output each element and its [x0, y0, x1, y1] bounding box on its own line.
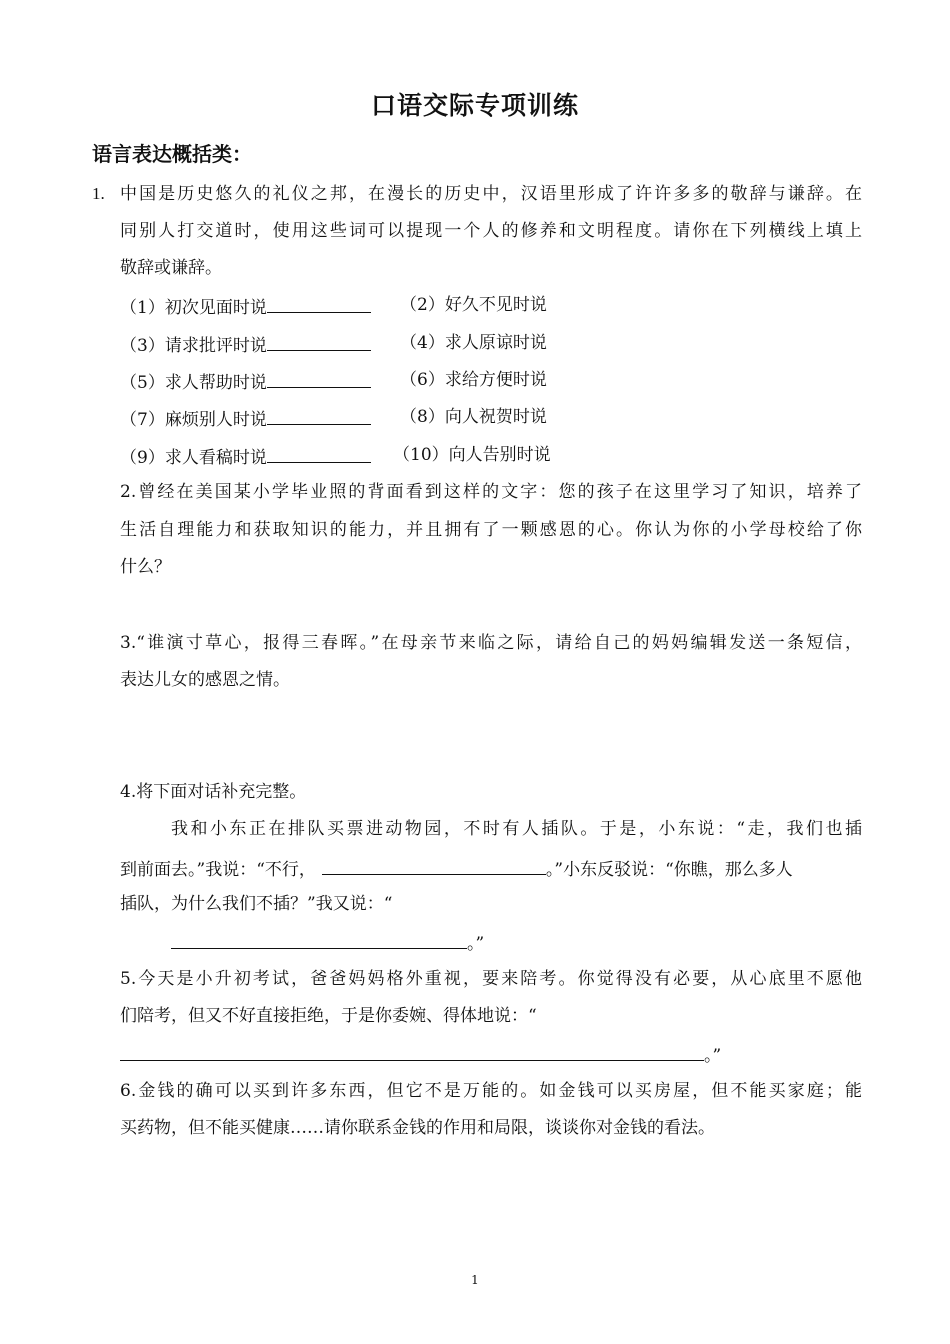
q3-line-2: 表达儿女的感恩之情。 — [120, 670, 290, 690]
q1-item-3: （3）请求批评时说 — [120, 333, 371, 356]
page-title: 口语交际专项训练 — [370, 91, 579, 120]
q1-item-2: （2）好久不见时说 — [400, 295, 547, 315]
q1-line-1: 中国是历史悠久的礼仪之邦，在漫长的历史中，汉语里形成了许许多多的敬辞与谦辞。在 — [120, 184, 862, 204]
answer-blank[interactable] — [267, 295, 371, 313]
answer-blank[interactable] — [267, 445, 371, 463]
q2-line-1: 2.曾经在美国某小学毕业照的背面看到这样的文字：您的孩子在这里学习了知识，培养了 — [120, 482, 862, 502]
q1-item-7: （7）麻烦别人时说 — [120, 407, 371, 430]
q1-line-3: 敬辞或谦辞。 — [120, 258, 222, 278]
answer-blank[interactable] — [322, 857, 546, 875]
q5-line-3: 。” — [120, 1043, 721, 1066]
q2-line-2: 生活自理能力和获取知识的能力，并且拥有了一颗感恩的心。你认为你的小学母校给了你 — [120, 520, 862, 540]
q5-line-1: 5.今天是小升初考试，爸爸妈妈格外重视，要来陪考。你觉得没有必要，从心底里不愿他 — [120, 969, 862, 989]
section-heading: 语言表达概括类： — [92, 142, 252, 166]
q1-item-5: （5）求人帮助时说 — [120, 370, 371, 393]
q1-item-4: （4）求人原谅时说 — [400, 333, 547, 353]
answer-blank[interactable] — [120, 1043, 704, 1061]
q4-line-3: 插队，为什么我们不插？”我又说：“ — [120, 894, 393, 914]
q6-line-2: 买药物，但不能买健康……请你联系金钱的作用和局限，谈谈你对金钱的看法。 — [120, 1118, 715, 1138]
q1-line-2: 同别人打交道时，使用这些词可以提现一个人的修养和文明程度。请你在下列横线上填上 — [120, 221, 862, 241]
answer-blank[interactable] — [171, 931, 467, 949]
q1-item-10: （10）向人告别时说 — [393, 445, 551, 465]
q3-line-1: 3.“谁演寸草心，报得三春晖。”在母亲节来临之际，请给自己的妈妈编辑发送一条短信， — [120, 633, 862, 653]
q6-line-1: 6.金钱的确可以买到许多东西，但它不是万能的。如金钱可以买房屋，但不能买家庭；能 — [120, 1081, 862, 1101]
q4-line-1: 我和小东正在排队买票进动物园，不时有人插队。于是，小东说：“走，我们也插 — [171, 819, 862, 839]
q5-line-2: 们陪考，但又不好直接拒绝，于是你委婉、得体地说：“ — [120, 1006, 537, 1026]
q4-line-2: 到前面去。”我说：“不行， 。”小东反驳说：“你瞧，那么多人 — [120, 857, 793, 880]
answer-blank[interactable] — [267, 407, 371, 425]
q1-number: 1. — [92, 184, 105, 203]
q1-item-6: （6）求给方便时说 — [400, 370, 547, 390]
q1-item-9: （9）求人看稿时说 — [120, 445, 371, 468]
answer-blank[interactable] — [267, 370, 371, 388]
q1-item-1: （1）初次见面时说 — [120, 295, 371, 318]
q4-heading: 4.将下面对话补充完整。 — [120, 782, 307, 802]
q4-line-4: 。” — [171, 931, 484, 954]
q1-item-8: （8）向人祝贺时说 — [400, 407, 547, 427]
page-number: 1 — [471, 1273, 479, 1287]
q2-line-3: 什么？ — [120, 557, 171, 577]
answer-blank[interactable] — [267, 333, 371, 351]
